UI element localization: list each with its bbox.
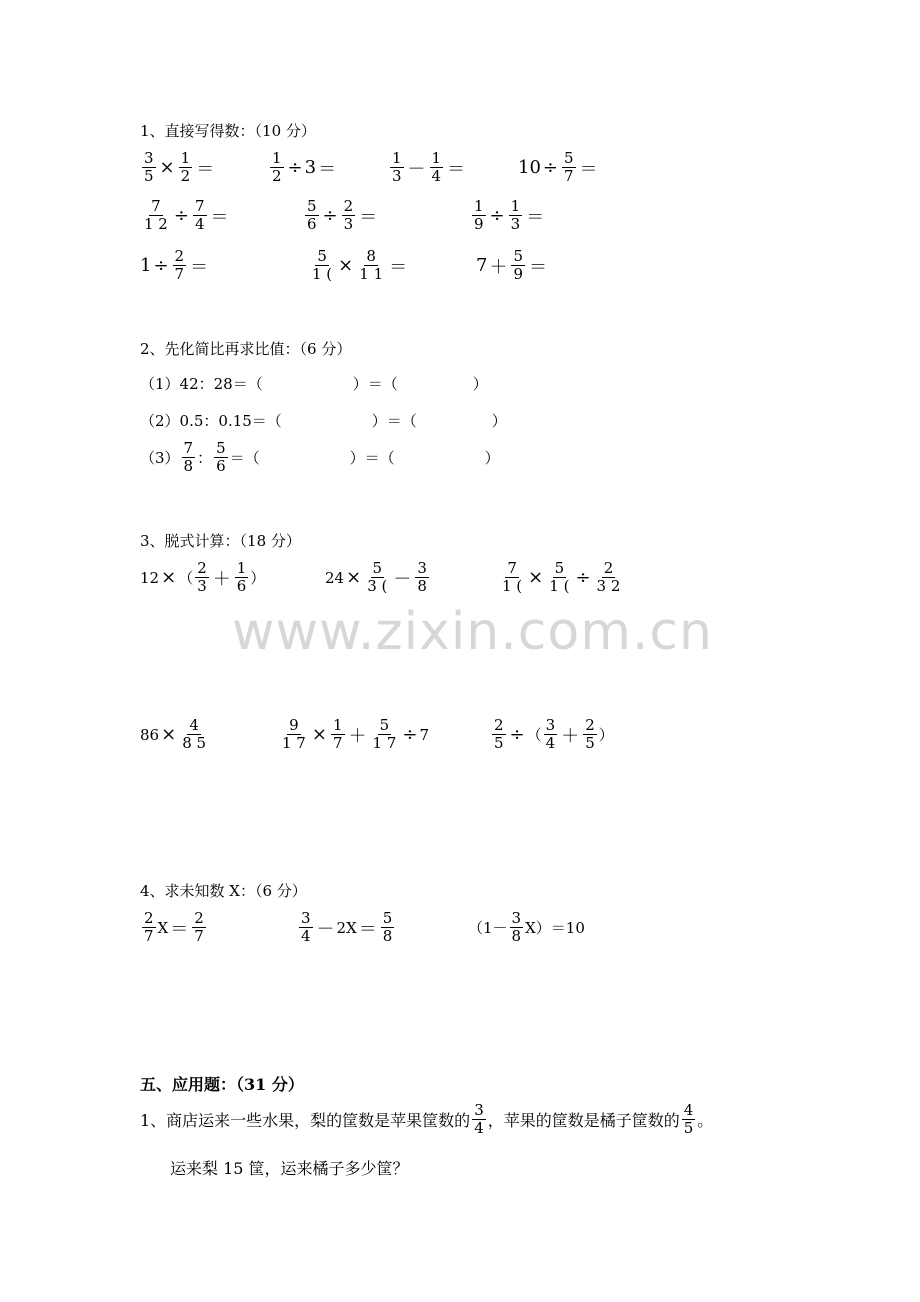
word-problem-1: 1、商店运来一些水果，梨的筐数是苹果筐数的 3 4 ，苹果的筐数是橘子筐数的 4 5 。 xyxy=(140,1101,714,1137)
q1-8: 1 ÷ $\frac{2}{7}$ ＝ xyxy=(140,247,209,283)
calc-3: $\frac{7}{1 (}$ × $\frac{5}{1 (}$ ÷ $\frac{2}{3 2}$ xyxy=(502,559,621,595)
calc-2: 24 × $\frac{5}{3 (}$ － 3 8 xyxy=(325,559,427,595)
q1-9: $\frac{5}{1 (}$ × $\frac{8}{1 1}$ ＝ xyxy=(312,247,408,283)
eq-2: 3 4 － 2X ＝ 5 8 xyxy=(301,909,393,945)
q1-4: 10 ÷ $\frac{5}{7}$ ＝ xyxy=(518,149,598,185)
section5-title: 五、应用题：（31 分） xyxy=(140,1075,304,1094)
calc-6: $\frac{2}{5}$ ÷ （ 3 4 ＋ 2 5 ） xyxy=(494,716,614,752)
q1-5: $\frac{7}{1 2}$ ÷ $\frac{7}{4}$ ＝ xyxy=(144,197,229,233)
q1-6: $\frac{5}{6}$ ÷ $\frac{2}{3}$ ＝ xyxy=(307,197,378,233)
section2-title: 2、先化简比再求比值：（6 分） xyxy=(140,340,352,358)
eq-1: 2 7 X ＝ 2 7 xyxy=(144,909,204,945)
watermark: www.zixin.com.cn xyxy=(232,602,713,662)
q1-2: $\frac{1}{2}$ ÷ 3 ＝ xyxy=(272,149,337,185)
ratio-q2: （2）0.5：0.15＝（ ）＝（ ） xyxy=(140,412,507,430)
calc-4: 86 × $\frac{4}{8 5}$ xyxy=(140,716,207,752)
q1-1: $\frac{3}{5}$ × $\frac{1}{2}$ ＝ xyxy=(144,149,215,185)
section4-title: 4、求未知数 X：（6 分） xyxy=(140,882,307,900)
word-problem-1-line2: 运来梨 15 筐，运来橘子多少筐？ xyxy=(170,1159,409,1178)
section3-title: 3、脱式计算：（18 分） xyxy=(140,532,301,550)
ratio-q1: （1）42：28＝（ ）＝（ ） xyxy=(140,375,488,393)
ratio-q3: （3） 7 8 ： 5 6 ＝（ ）＝（ ） xyxy=(140,439,500,475)
eq-3: （1－ 3 8 X）＝10 xyxy=(468,909,585,945)
q1-7: $\frac{1}{9}$ ÷ $\frac{1}{3}$ ＝ xyxy=(474,197,545,233)
q1-10: 7 ＋ 5 9 ＝ xyxy=(476,247,547,283)
calc-5: $\frac{9}{1 7}$ × $\frac{1}{7}$ ＋ $\frac{5}{1 7}$ ÷ 7 xyxy=(282,716,429,752)
q1-3: 1 3 － 1 4 ＝ xyxy=(392,149,466,185)
section1-title: 1、直接写得数：（10 分） xyxy=(140,122,316,140)
calc-1: 12 × （ 2 3 ＋ 1 6 ） xyxy=(140,559,266,595)
